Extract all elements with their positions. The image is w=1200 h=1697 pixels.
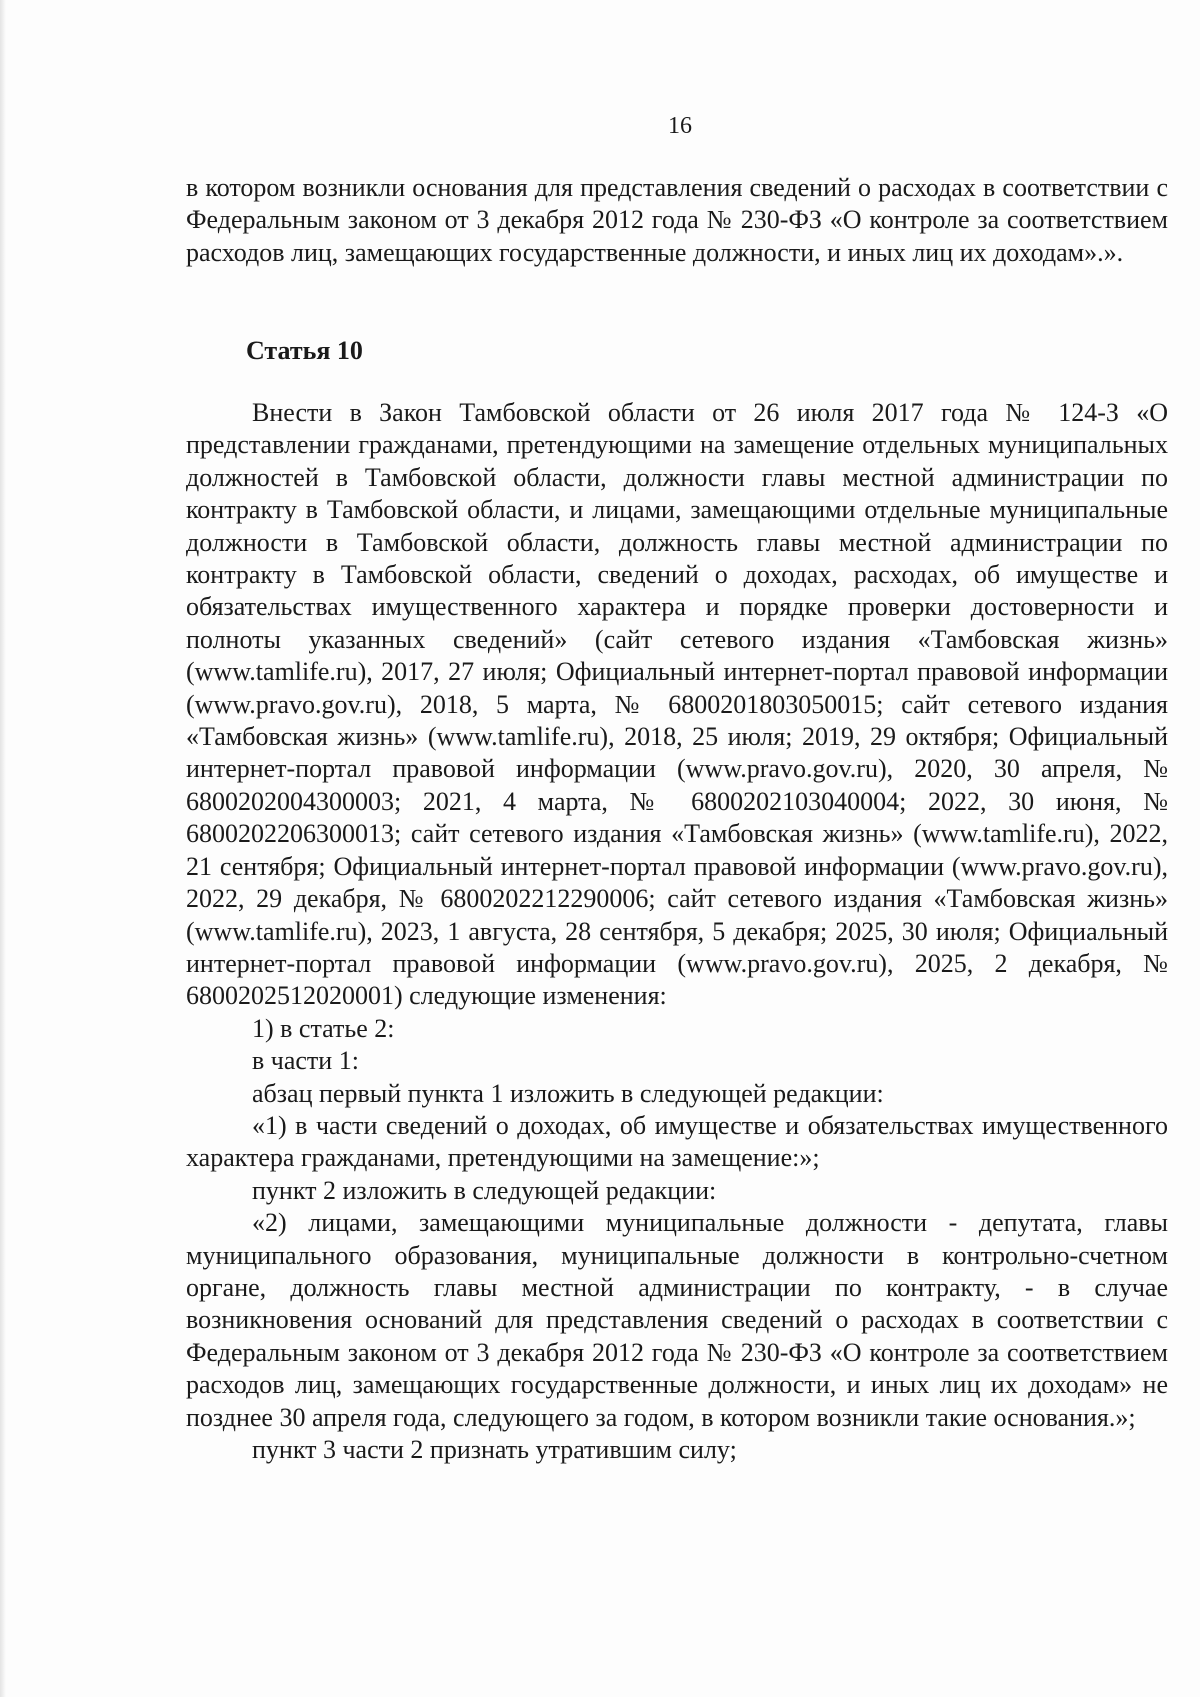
- amendment-item: в части 1:: [252, 1046, 359, 1076]
- article-intro-paragraph: Внести в Закон Тамбовской области от 26 июля 2017 года № 124-З «О представлении гражданами, претендующими на замещение отдельных муниципальных должностей в Тамбовской области, должности главы местной администрации по контракту в Тамбовской области, и лицами, замещающими отдельные муниципальные должности в Тамбовской области, должность главы местной администрации по контракту в Тамбовской области, сведений о доходах, расходах, об имуществе и обязательствах имущественного характера и порядке проверки достоверности и полноты указанных сведений» (сайт сетевого издания «Тамбовская жизнь» (www.tamlife.ru), 2017, 27 июля; Официальный интернет-портал правовой информации (www.pravo.gov.ru), 2018, 5 марта, № 6800201803050015; сайт сетевого издания «Тамбовская жизнь» (www.tamlife.ru), 2018, 25 июля; 2019, 29 октября; Официальный интернет-портал правовой информации (www.pravo.gov.ru), 2020, 30 апреля, № 6800202004300003; 2021, 4 марта, № 6800202103040004; 2022, 30 июня, № 6800202206300013; сайт сетевого издания «Тамбовская жизнь» (www.tamlife.ru), 2022, 21 сентября; Официальный интернет-портал правовой информации (www.pravo.gov.ru), 2022, 29 декабря, № 6800202212290006; сайт сетевого издания «Тамбовская жизнь» (www.tamlife.ru), 2023, 1 августа, 28 сентября, 5 декабря; 2025, 30 июля; Официальный интернет-портал правовой информации (www.pravo.gov.ru), 2025, 2 декабря, № 6800202512020001) следующие изменения:: [186, 398, 1168, 1011]
- amendment-item: «1) в части сведений о доходах, об имуществе и обязательствах имущественного характера гражданами, претендующими на замещение:»;: [186, 1110, 1168, 1173]
- article-heading: Статья 10: [246, 336, 363, 365]
- page-number: 16: [668, 113, 692, 139]
- amendment-item: «2) лицами, замещающими муниципальные должности - депутата, главы муниципального образования, муниципальные должности в контрольно-счетном органе, должность главы местной администрации по контракту, - в случае возникновения оснований для представления сведений о расходах в соответствии с Федеральным законом от 3 декабря 2012 года № 230-ФЗ «О контроле за соответствием расходов лиц, замещающих государственные должности, и иных лиц их доходам» не позднее 30 апреля года, следующего за годом, в котором возникли такие основания.»;: [186, 1208, 1168, 1432]
- amendment-item: 1) в статье 2:: [252, 1013, 395, 1043]
- article-body: [186, 397, 1168, 1466]
- amendment-item: пункт 2 изложить в следующей редакции:: [252, 1175, 717, 1205]
- continuation-paragraph: в котором возникли основания для представления сведений о расходах в соответствии с Федеральным законом от 3 декабря 2012 года № 230-ФЗ «О контроле за соответствием расходов лиц, замещающих государственные должности, и иных лиц их доходам».».: [186, 173, 1168, 267]
- continuation-block: [186, 172, 1168, 269]
- amendment-item: пункт 3 части 2 признать утратившим силу;: [252, 1435, 737, 1464]
- amendment-item: абзац первый пункта 1 изложить в следующей редакции:: [252, 1078, 884, 1108]
- scan-edge: [0, 0, 6, 1697]
